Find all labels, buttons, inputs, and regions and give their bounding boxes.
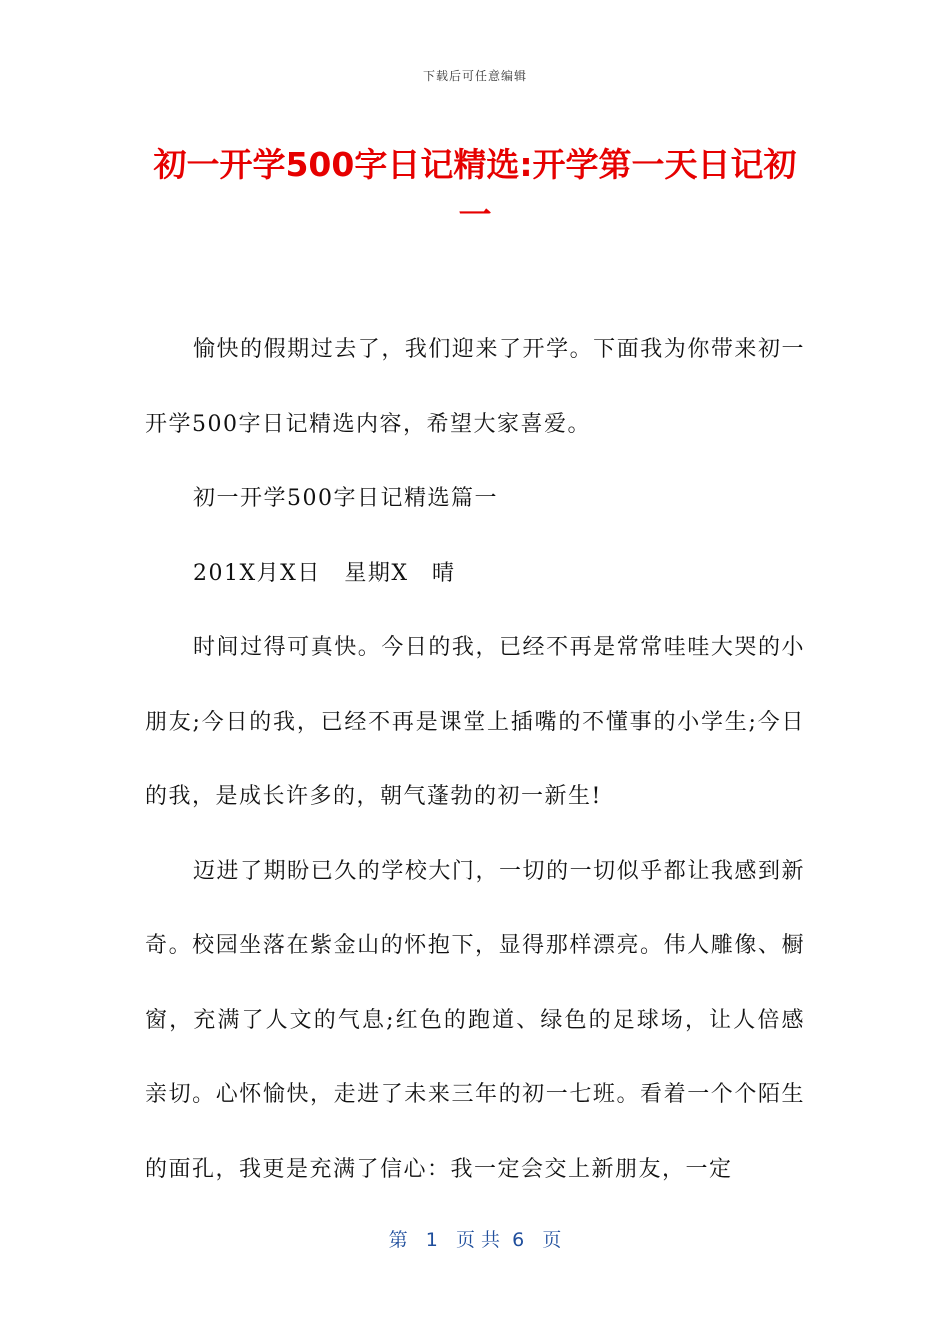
paragraph-2: 迈进了期盼已久的学校大门，一切的一切似乎都让我感到新奇。校园坐落在紫金山的怀抱下，显得那样漂亮。伟人雕像、橱窗，充满了人文的气息;红色的跑道、绿色的足球场，让人倍感亲切。心怀愉快，走进了未来三年的初一七班。看着一个个陌生的面孔，我更是充满了信心：我一定会交上新朋友，一定 bbox=[145, 858, 805, 1182]
paragraph-date-line: 201X月X日 星期X 晴 bbox=[193, 560, 456, 586]
document-body bbox=[145, 313, 805, 1207]
footer-label-end: 页 bbox=[542, 1229, 562, 1251]
footer-total-pages: 6 bbox=[512, 1229, 525, 1251]
footer-label-page: 第 bbox=[388, 1229, 408, 1251]
page-footer bbox=[0, 1225, 950, 1252]
header-note: 下载后可任意编辑 bbox=[422, 69, 527, 83]
footer-current-page: 1 bbox=[425, 1229, 438, 1251]
paragraph-section-heading: 初一开学500字日记精选篇一 bbox=[193, 486, 498, 511]
paragraph-intro: 愉快的假期过去了，我们迎来了开学。下面我为你带来初一开学500字日记精选内容，希望大家喜爱。 bbox=[145, 337, 805, 437]
document-title: 初一开学500字日记精选:开学第一天日记初一 bbox=[153, 145, 797, 234]
footer-label-of: 页 共 bbox=[455, 1229, 501, 1251]
paragraph-1: 时间过得可真快。今日的我，已经不再是常常哇哇大哭的小朋友;今日的我，已经不再是课堂上插嘴的不懂事的小学生;今日的我，是成长许多的，朝气蓬勃的初一新生! bbox=[145, 635, 805, 809]
